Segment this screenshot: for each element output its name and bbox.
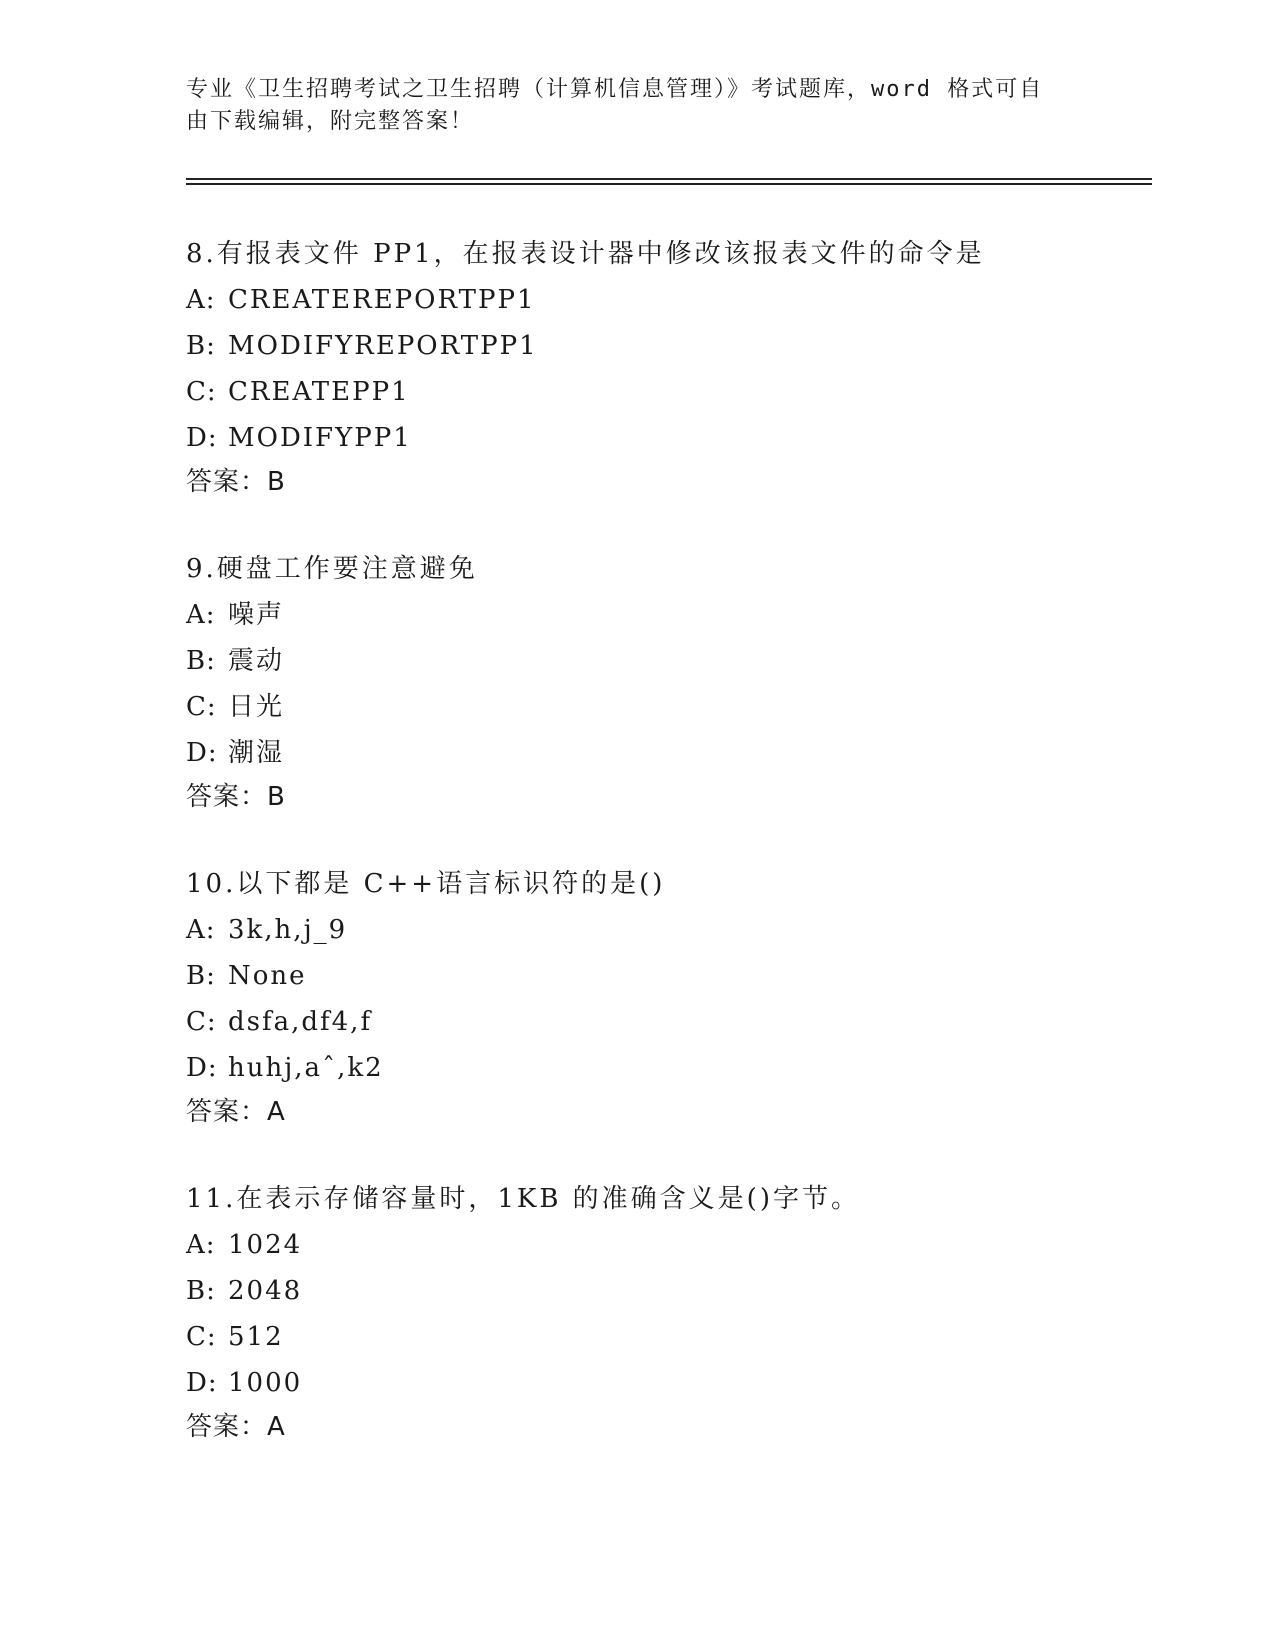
option-key: D: [186, 1368, 218, 1398]
option-text: 1024 [228, 1230, 303, 1260]
question-stem: 10.以下都是 C++语言标识符的是() [186, 869, 666, 899]
option-a [186, 1229, 1146, 1261]
answer-line [186, 1411, 1146, 1443]
option-a [186, 914, 1146, 946]
option-text: 512 [228, 1322, 284, 1352]
option-d [186, 422, 1146, 454]
question-10 [186, 868, 1146, 1128]
option-text: MODIFYREPORTPP1 [228, 331, 538, 361]
option-key: C: [186, 1322, 217, 1352]
option-key: A: [186, 1230, 216, 1260]
option-key: C: [186, 692, 217, 722]
answer-label: 答案： [186, 782, 268, 812]
question-9 [186, 553, 1146, 813]
option-b [186, 330, 1146, 362]
answer-line [186, 466, 1146, 498]
option-key: B: [186, 646, 216, 676]
option-key: B: [186, 961, 216, 991]
question-11 [186, 1183, 1146, 1443]
answer-label: 答案： [186, 1097, 268, 1127]
option-d [186, 1052, 1146, 1084]
option-a [186, 599, 1146, 631]
option-text: 2048 [228, 1276, 303, 1306]
question-stem: 11.在表示存储容量时，1KB 的准确含义是()字节。 [186, 1184, 860, 1214]
answer-line [186, 1096, 1146, 1128]
option-text: 1000 [228, 1368, 303, 1398]
option-key: C: [186, 377, 217, 407]
header-line-1: 专业《卫生招聘考试之卫生招聘（计算机信息管理）》考试题库，word 格式可自 [186, 77, 1044, 102]
answer-value: B [267, 467, 286, 497]
answer-value: A [267, 1097, 286, 1127]
question-stem: 8.有报表文件 PP1，在报表设计器中修改该报表文件的命令是 [186, 239, 985, 269]
option-c [186, 1006, 1146, 1038]
option-text: 震动 [228, 646, 285, 676]
question-8 [186, 238, 1146, 498]
option-text: dsfa,df4,f [228, 1007, 373, 1037]
option-key: A: [186, 285, 216, 315]
option-key: A: [186, 600, 216, 630]
header-divider-bottom [186, 183, 1152, 185]
option-text: 潮湿 [228, 738, 285, 768]
document-header [186, 74, 1076, 138]
option-b [186, 1275, 1146, 1307]
option-c [186, 1321, 1146, 1353]
option-key: D: [186, 738, 218, 768]
option-d [186, 737, 1146, 769]
option-b [186, 960, 1146, 992]
option-text: 3k,h,j_9 [228, 915, 348, 945]
option-c [186, 376, 1146, 408]
option-key: D: [186, 1053, 218, 1083]
header-divider-top [186, 178, 1152, 180]
answer-line [186, 781, 1146, 813]
option-key: A: [186, 915, 216, 945]
answer-value: A [267, 1412, 286, 1442]
option-key: D: [186, 423, 218, 453]
option-text: None [228, 961, 307, 991]
option-b [186, 645, 1146, 677]
option-a [186, 284, 1146, 316]
option-text: 日光 [228, 692, 285, 722]
answer-value: B [267, 782, 286, 812]
option-text: MODIFYPP1 [228, 423, 412, 453]
answer-label: 答案： [186, 1412, 268, 1442]
option-text: CREATEPP1 [228, 377, 410, 407]
option-key: C: [186, 1007, 217, 1037]
answer-label: 答案： [186, 467, 268, 497]
option-text: huhj,aˆ,k2 [228, 1053, 384, 1083]
option-d [186, 1367, 1146, 1399]
question-stem: 9.硬盘工作要注意避免 [186, 554, 478, 584]
option-key: B: [186, 331, 216, 361]
header-line-2: 由下载编辑，附完整答案！ [186, 109, 475, 134]
option-c [186, 691, 1146, 723]
option-text: 噪声 [228, 600, 285, 630]
option-key: B: [186, 1276, 216, 1306]
option-text: CREATEREPORTPP1 [228, 285, 536, 315]
